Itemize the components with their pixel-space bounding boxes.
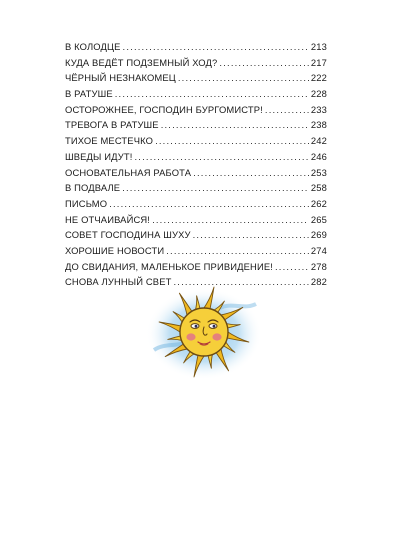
- toc-entry: [65, 167, 327, 183]
- toc-entry-page: 258: [310, 182, 327, 194]
- toc-entry: [65, 182, 327, 198]
- toc-entry: [65, 88, 327, 104]
- toc-dot-leader: [265, 104, 309, 115]
- toc-entry-title: ЧЁРНЫЙ НЕЗНАКОМЕЦ: [65, 72, 176, 84]
- toc-dot-leader: [134, 151, 308, 162]
- toc-entry-title: ШВЕДЫ ИДУТ!: [65, 150, 133, 162]
- toc-entry-page: 242: [310, 135, 327, 147]
- toc-dot-leader: [193, 167, 309, 178]
- toc-entry: [65, 41, 327, 57]
- toc-entry-page: 222: [310, 72, 327, 84]
- toc-dot-leader: [123, 41, 309, 52]
- toc-entry-title: СНОВА ЛУННЫЙ СВЕТ: [65, 276, 172, 288]
- toc-entry: [65, 261, 327, 277]
- toc-entry: [65, 214, 327, 230]
- toc-dot-leader: [166, 245, 309, 256]
- toc-entry-page: 228: [310, 88, 327, 100]
- toc-entry-title: КУДА ВЕДЁТ ПОДЗЕМНЫЙ ХОД?: [65, 56, 218, 68]
- toc-entry-page: 262: [310, 197, 327, 209]
- toc-entry: [65, 229, 327, 245]
- toc-entry-title: В ПОДВАЛЕ: [65, 182, 121, 194]
- toc-entry: [65, 245, 327, 261]
- toc-entry-title: В РАТУШЕ: [65, 88, 113, 100]
- toc-dot-leader: [219, 57, 309, 68]
- toc-dot-leader: [275, 261, 309, 272]
- toc-entry-title: ХОРОШИЕ НОВОСТИ: [65, 244, 165, 256]
- toc-entry-title: ТРЕВОГА В РАТУШЕ: [65, 119, 159, 131]
- toc-entry-title: СОВЕТ ГОСПОДИНА ШУХУ: [65, 229, 191, 241]
- left-cheek: [186, 333, 195, 340]
- toc-dot-leader: [122, 182, 309, 193]
- toc-entry-page: 213: [310, 41, 327, 52]
- table-of-contents: [65, 41, 327, 292]
- sun-disc: [180, 308, 228, 356]
- toc-entry: [65, 135, 327, 151]
- toc-dot-leader: [161, 119, 309, 130]
- toc-entry-title: ПИСЬМО: [65, 197, 108, 209]
- toc-entry-page: 233: [310, 103, 327, 115]
- toc-entry-page: 282: [310, 276, 327, 288]
- toc-entry: [65, 198, 327, 214]
- toc-entry-page: 246: [310, 150, 327, 162]
- toc-dot-leader: [115, 88, 309, 99]
- toc-entry-page: 217: [310, 56, 327, 68]
- toc-entry-page: 253: [310, 166, 327, 178]
- toc-entry: [65, 57, 327, 73]
- left-pupil: [195, 325, 198, 328]
- toc-entry: [65, 72, 327, 88]
- right-cheek: [212, 333, 221, 340]
- sky-streak: [220, 304, 256, 308]
- toc-entry-title: ОСТОРОЖНЕЕ, ГОСПОДИН БУРГОМИСТР!: [65, 103, 263, 115]
- toc-entry-title: ДО СВИДАНИЯ, МАЛЕНЬКОЕ ПРИВИДЕНИЕ!: [65, 260, 273, 272]
- toc-dot-leader: [109, 198, 309, 209]
- toc-entry-title: ОСНОВАТЕЛЬНАЯ РАБОТА: [65, 166, 192, 178]
- toc-entry-page: 278: [310, 260, 327, 272]
- toc-entry-page: 238: [310, 119, 327, 131]
- toc-dot-leader: [152, 214, 309, 225]
- toc-entry-page: 269: [310, 229, 327, 241]
- toc-dot-leader: [178, 72, 309, 83]
- toc-entry-title: НЕ ОТЧАИВАЙСЯ!: [65, 213, 151, 225]
- toc-entry: [65, 119, 327, 135]
- toc-entry-title: ТИХОЕ МЕСТЕЧКО: [65, 135, 154, 147]
- toc-dot-leader: [155, 135, 309, 146]
- toc-entry-page: 265: [310, 213, 327, 225]
- sun-illustration: [146, 280, 262, 384]
- toc-entry: [65, 151, 327, 167]
- toc-entry: [65, 104, 327, 120]
- toc-entry-page: 274: [310, 244, 327, 256]
- toc-dot-leader: [193, 229, 309, 240]
- right-pupil: [213, 325, 216, 328]
- toc-entry-title: В КОЛОДЦЕ: [65, 41, 121, 52]
